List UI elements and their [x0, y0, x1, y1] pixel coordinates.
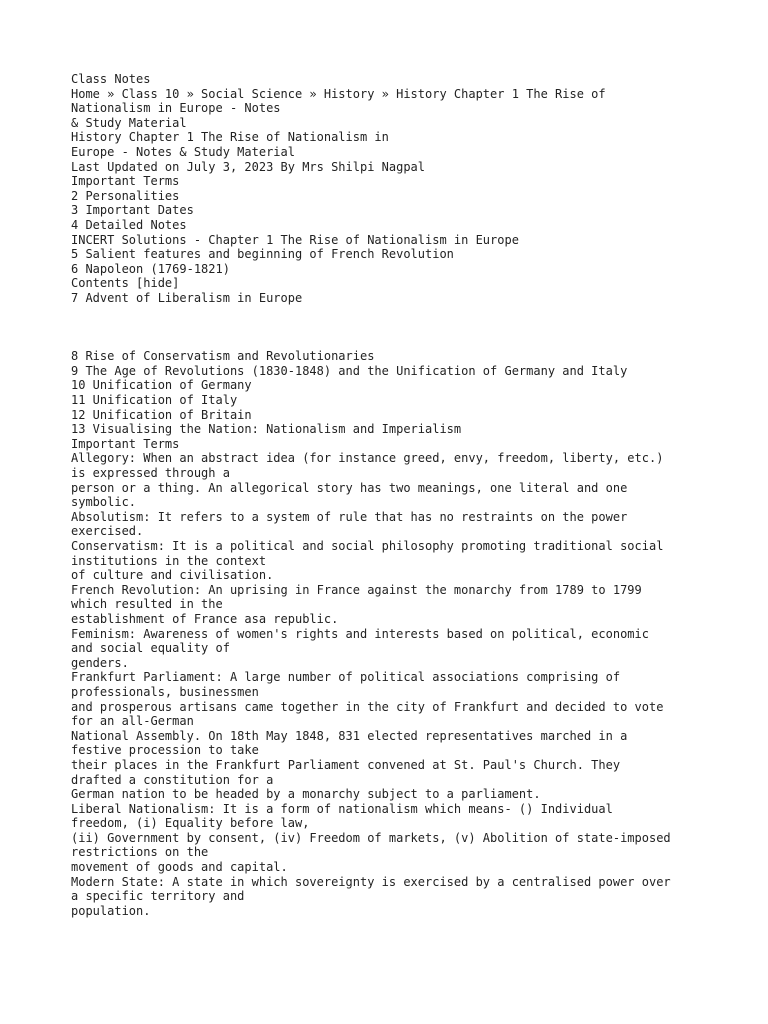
term-text-line: exercised. [71, 524, 144, 539]
toc-item[interactable]: 2 Personalities [71, 188, 180, 203]
term-text-line: movement of goods and capital. [71, 860, 288, 875]
page-title: History Chapter 1 The Rise of Nationalism in [71, 130, 389, 145]
toc-item[interactable]: 3 Important Dates [71, 203, 194, 218]
toc-item[interactable]: 11 Unification of Italy [71, 393, 238, 408]
toc-item[interactable]: 7 Advent of Liberalism in Europe [71, 290, 303, 305]
term-text-line: professionals, businessmen [71, 684, 259, 699]
term-text-line: Liberal Nationalism: It is a form of nationalism which means- () Individual [71, 801, 613, 816]
toc-item[interactable]: 9 The Age of Revolutions (1830-1848) and the Unification of Germany and Italy [71, 363, 628, 378]
toc-item[interactable]: 6 Napoleon (1769-1821) [71, 261, 230, 276]
toc-item[interactable]: 5 Salient features and beginning of French Revolution [71, 247, 454, 262]
term-text-line: establishment of France asa republic. [71, 611, 339, 626]
term-text-line: a specific territory and [71, 889, 245, 904]
term-text-line: institutions in the context [71, 553, 267, 568]
term-text-line: is expressed through a [71, 466, 230, 481]
breadcrumb-continued: & Study Material [71, 115, 187, 130]
term-text-line: freedom, (i) Equality before law, [71, 816, 310, 831]
last-updated: Last Updated on July 3, 2023 By Mrs Shilpi Nagpal [71, 159, 426, 174]
term-text-line: their places in the Frankfurt Parliament convened at St. Paul's Church. They [71, 757, 621, 772]
term-text-line: (ii) Government by consent, (iv) Freedom of markets, (v) Abolition of state-imposed [71, 830, 671, 845]
breadcrumb[interactable]: Home » Class 10 » Social Science » History » History Chapter 1 The Rise of [71, 86, 606, 101]
section-heading-important-terms: Important Terms [71, 436, 180, 451]
term-text-line: which resulted in the [71, 597, 223, 612]
term-text-line: Frankfurt Parliament: A large number of political associations comprising of [71, 670, 621, 685]
breadcrumb-continued: Nationalism in Europe - Notes [71, 101, 281, 116]
important-terms-body [71, 451, 761, 918]
term-text-line: Modern State: A state in which sovereignty is exercised by a centralised power over [71, 874, 671, 889]
term-text-line: and social equality of [71, 641, 230, 656]
term-text-line: symbolic. [71, 495, 137, 510]
term-text-line: Conservatism: It is a political and social philosophy promoting traditional social [71, 539, 664, 554]
page-title-continued: Europe - Notes & Study Material [71, 144, 295, 159]
document-page [71, 72, 761, 918]
toc-item[interactable]: 12 Unification of Britain [71, 407, 252, 422]
toc-item[interactable]: 10 Unification of Germany [71, 378, 252, 393]
term-text-line: Absolutism: It refers to a system of rule that has no restraints on the power [71, 509, 628, 524]
term-text-line: Feminism: Awareness of women's rights and interests based on political, economic [71, 626, 649, 641]
term-text-line: festive procession to take [71, 743, 259, 758]
term-text-line: Allegory: When an abstract idea (for instance greed, envy, freedom, liberty, etc.) [71, 451, 664, 466]
toc-item[interactable]: 4 Detailed Notes [71, 217, 187, 232]
toc-item[interactable]: 8 Rise of Conservatism and Revolutionaries [71, 349, 375, 364]
term-text-line: of culture and civilisation. [71, 568, 274, 583]
toc-item[interactable]: Important Terms [71, 174, 180, 189]
term-text-line: drafted a constitution for a [71, 772, 274, 787]
term-text-line: population. [71, 903, 151, 918]
term-text-line: and prosperous artisans came together in the city of Frankfurt and decided to vote [71, 699, 664, 714]
term-text-line: restrictions on the [71, 845, 209, 860]
term-text-line: French Revolution: An uprising in France against the monarchy from 1789 to 1799 [71, 582, 642, 597]
term-text-line: for an all-German [71, 714, 194, 729]
toc-item[interactable]: INCERT Solutions - Chapter 1 The Rise of Nationalism in Europe [71, 232, 519, 247]
term-text-line: National Assembly. On 18th May 1848, 831 elected representatives marched in a [71, 728, 628, 743]
spacer [71, 306, 761, 350]
term-text-line: genders. [71, 655, 129, 670]
toc-item[interactable]: 13 Visualising the Nation: Nationalism and Imperialism [71, 422, 462, 437]
term-text-line: German nation to be headed by a monarchy subject to a parliament. [71, 787, 541, 802]
site-label: Class Notes [71, 72, 151, 86]
term-text-line: person or a thing. An allegorical story has two meanings, one literal and one [71, 480, 628, 495]
table-of-contents [71, 174, 761, 437]
toc-hide-toggle[interactable]: Contents [hide] [71, 276, 180, 291]
